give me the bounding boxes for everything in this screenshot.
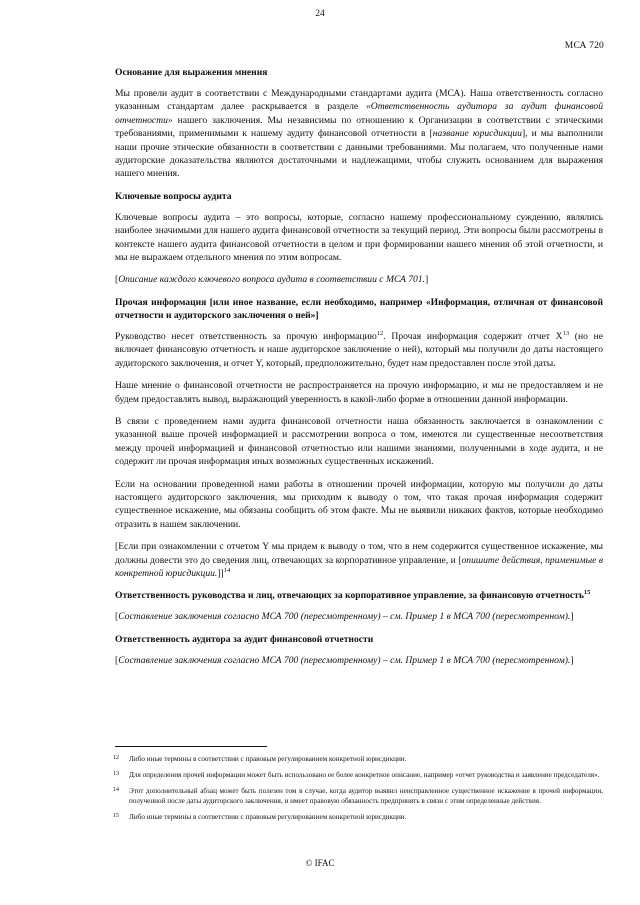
auditor-paragraph: [115, 654, 603, 667]
kam-instruction: [115, 273, 603, 286]
footnote-text: Этот дополнительный абзац может быть полезен том в случае, когда аудитор выявил неисправленное существенное искажение в прочей информации, полученной после даты аудиторского заключения, и имеет правовую обязанность предпринять в связи с этим определенные действия.: [129, 787, 603, 805]
other-info-paragraph-2: Наше мнение о финансовой отчетности не распространяется на прочую информацию, и мы не предоставляем и не будем предоставлять вывод, выражающий уверенность в какой-либо форме в отношении данной информации.: [115, 380, 603, 405]
kam-heading: Ключевые вопросы аудита: [115, 190, 232, 202]
other-info-paragraph-1: [115, 330, 603, 370]
italic-span: Составление заключения согласно МСА 700 (пересмотренному) – см. Пример 1 в МСА 700 (пересмотренном).: [118, 611, 571, 623]
text-span: ]: [425, 274, 429, 286]
text-span: ]: [570, 654, 574, 666]
footnote-ref[interactable]: 13: [562, 329, 570, 337]
footnote-number: 12: [113, 755, 119, 761]
text-span: Мы провели аудит в соответствии с Международными стандартами аудита (МСА). Наша ответственность согласно указанным стандартам далее раскрывается в разделе: [115, 88, 603, 113]
mgmt-paragraph: [115, 610, 603, 623]
footnotes: [113, 754, 603, 828]
text-span: Руководство несет ответственность за прочую информацию: [115, 330, 377, 342]
document-code: МСА 720: [564, 41, 604, 51]
copyright: © IFAC: [305, 858, 335, 868]
basis-heading: Основание для выражения мнения: [115, 67, 268, 78]
footnote-ref[interactable]: 12: [376, 329, 384, 337]
page-number: 24: [315, 9, 325, 19]
footnote-text: Либо иные термины в соответствии с правовым регулированием конкретной юрисдикции.: [129, 755, 407, 763]
italic-span: Составление заключения согласно МСА 700 (пересмотренному) – см. Пример 1 в МСА 700 (пересмотренном).: [118, 654, 571, 666]
heading-text: Ответственность руководства и лиц, отвечающих за корпоративное управление, за финансовую отчетность: [115, 590, 584, 602]
basis-paragraph: [115, 87, 603, 181]
footnote-item: [113, 786, 603, 806]
italic-span: Описание каждого ключевого вопроса аудита в соответствии с МСА 701.: [118, 274, 426, 286]
footnote-item: [113, 770, 603, 780]
italic-span: название юрисдикции: [432, 128, 522, 140]
text-span: [: [115, 274, 119, 286]
footnote-ref[interactable]: 14: [223, 566, 231, 574]
footnote-text: Для определения прочей информации может быть использовано ее более конкретное описание, например «отчет руководства и заявление председателя».: [129, 771, 600, 779]
mgmt-heading: [115, 589, 603, 602]
footnote-number: 14: [113, 787, 119, 793]
other-info-paragraph-5: [115, 540, 603, 580]
footnote-item: [113, 754, 603, 764]
kam-paragraph: Ключевые вопросы аудита – это вопросы, которые, согласно нашему профессиональному суждению, являлись наиболее значимыми для нашего аудита финансовой отчетности за текущий период. Эти вопросы были рассмотрены в контексте нашего аудита финансовой отчетности в целом и при формировании нашего мнения об этой отчетности, и мы не выражаем отдельного мнения по этим вопросам.: [115, 211, 603, 264]
text-span: нашего заключения. Мы независимы по отношению к Организации в соответствии с этическими требованиями, применимыми к нашему аудиту финансовой отчетности в [: [115, 114, 603, 140]
main-content: [115, 66, 603, 676]
footnote-text: Либо иные термины в соответствии с правовым регулированием конкретной юрисдикции.: [129, 813, 407, 821]
text-span: [Если при ознакомлении с отчетом Y мы придем к выводу о том, что в нем содержится существенное искажение, мы должны довести это до сведения лиц, отвечающих за корпоративное управление, и [: [115, 541, 603, 566]
footnote-number: 13: [113, 771, 119, 777]
text-span: . Прочая информация содержит отчет X: [383, 330, 563, 342]
text-span: (но не включает финансовую отчетность и наше аудиторское заключение о ней), который мы получили до даты настоящего аудиторского заключения, и отчет Y, который, предположительно, будет нам предоставлен после этой даты.: [115, 330, 603, 369]
text-span: [: [115, 611, 119, 623]
text-span: ]: [570, 611, 574, 623]
text-span: ]]: [217, 567, 224, 579]
italic-span: опишите действия, применимые в конкретной юрисдикции.: [115, 554, 603, 579]
text-span: [: [115, 654, 119, 666]
footnote-ref[interactable]: 15: [583, 589, 591, 597]
auditor-heading: Ответственность аудитора за аудит финансовой отчетности: [115, 633, 374, 645]
footnote-divider: [115, 746, 267, 747]
footnote-number: 15: [113, 813, 119, 819]
other-info-paragraph-4: Если на основании проведенной нами работы в отношении прочей информации, которую мы получили до даты настоящего аудиторского заключения, мы приходим к выводу о том, что такая прочая информация содержит существенное искажение, мы обязаны сообщить об этом факте. Мы не выявили никаких фактов, которые необходимо отразить в нашем заключении.: [115, 478, 603, 530]
other-info-heading: Прочая информация [или иное название, если необходимо, например «Информация, отличная от финансовой отчетности и аудиторского заключения о ней»]: [115, 296, 603, 321]
italic-span: «Ответственность аудитора за аудит финансовой отчетности»: [115, 101, 603, 126]
other-info-paragraph-3: В связи с проведением нами аудита финансовой отчетности наша обязанность заключается в ознакомлении с указанной выше прочей информацией и рассмотрении вопроса о том, имеются ли существенные несоответствия между прочей информацией и финансовой отчетностью или нашими знаниями, полученными в ходе аудита, и не содержит ли прочая информация иных возможных существенных искажений.: [115, 415, 603, 468]
footnote-item: [113, 812, 603, 822]
text-span: ], и мы выполнили наши прочие этические обязанности в соответствии с данными требованиями. Мы полагаем, что полученные нами аудиторские доказательства являются достаточными и надлежащими, чтобы служить основанием для выражения нашего мнения.: [115, 128, 603, 180]
